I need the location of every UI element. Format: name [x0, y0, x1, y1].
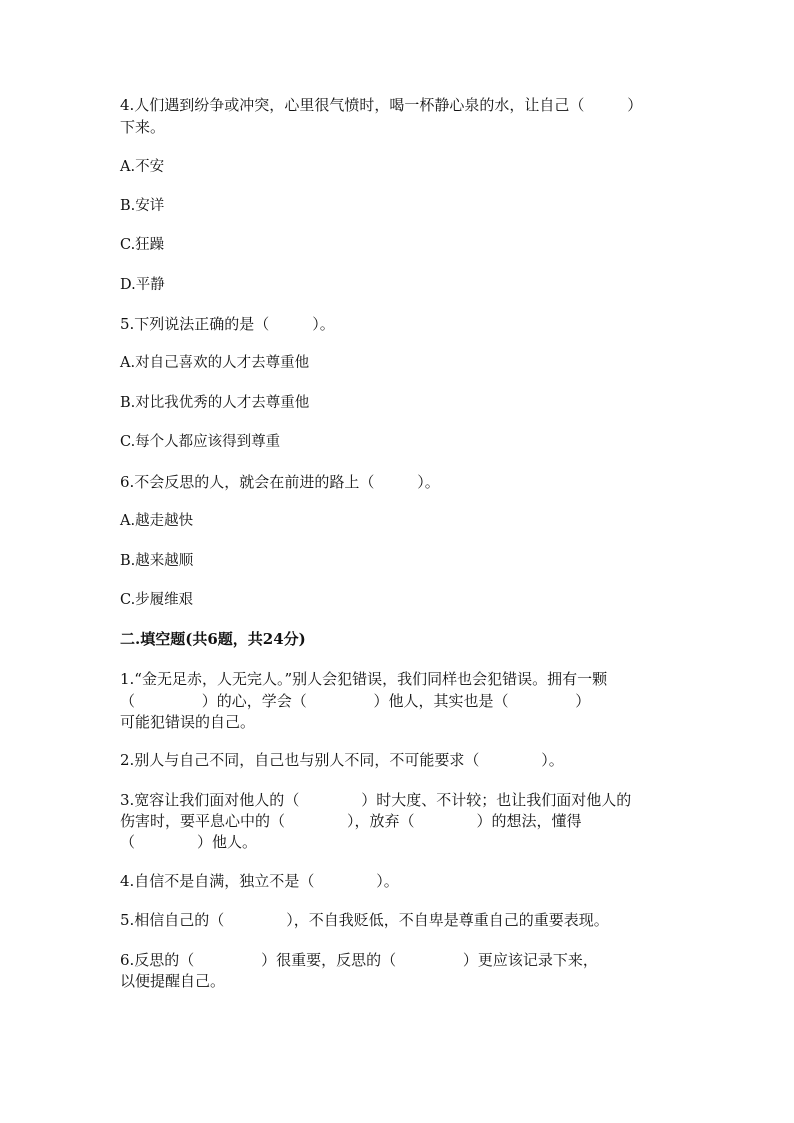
fill-question-1-line-1: 1.“金无足赤，人无完人。”别人会犯错误，我们同样也会犯错误。拥有一颗 — [120, 670, 608, 688]
fill-question-3-line-3: （ ）他人。 — [120, 833, 257, 851]
question-6-option-a: A.越走越快 — [120, 513, 194, 529]
question-6-option-b: B.越来越顺 — [120, 553, 194, 569]
fill-question-5: 5.相信自己的（ ），不自我贬低，不自卑是尊重自己的重要表现。 — [120, 911, 609, 929]
fill-question-6-line-1: 6.反思的（ ）很重要，反思的（ ）更应该记录下来， — [120, 951, 598, 969]
question-4-option-a: A.不安 — [120, 159, 165, 175]
question-5-stem: 5.下列说法正确的是（ ）。 — [120, 315, 335, 333]
fill-question-1-line-3: 可能犯错误的自己。 — [120, 713, 256, 731]
fill-question-4: 4.自信不是自满，独立不是（ ）。 — [120, 872, 399, 890]
question-5-option-b: B.对比我优秀的人才去尊重他 — [120, 395, 310, 411]
question-4-option-b: B.安详 — [120, 198, 165, 214]
fill-in-section-heading: 二.填空题(共6题，共24分) — [120, 630, 306, 648]
question-4-stem-line-2: 下来。 — [120, 118, 166, 136]
fill-question-3-line-2: 伤害时，要平息心中的（ ），放弃（ ）的想法，懂得 — [120, 812, 582, 830]
fill-question-2: 2.别人与自己不同，自己也与别人不同，不可能要求（ ）。 — [120, 751, 564, 769]
fill-question-6-line-2: 以便提醒自己。 — [120, 972, 226, 990]
question-6-option-c: C.步履维艰 — [120, 592, 194, 608]
fill-question-3-line-1: 3.宽容让我们面对他人的（ ）时大度、不计较；也让我们面对他人的 — [120, 791, 632, 809]
question-4-stem-line-1: 4.人们遇到纷争或冲突，心里很气愤时，喝一杯静心泉的水，让自己（ ） — [120, 96, 643, 114]
question-5-option-c: C.每个人都应该得到尊重 — [120, 434, 281, 450]
question-5-option-a: A.对自己喜欢的人才去尊重他 — [120, 355, 310, 371]
question-4-option-d: D.平静 — [120, 277, 165, 293]
question-4-option-c: C.狂躁 — [120, 237, 165, 253]
question-6-stem: 6.不会反思的人，就会在前进的路上（ ）。 — [120, 473, 440, 491]
fill-question-1-line-2: （ ）的心，学会（ ）他人，其实也是（ ） — [120, 692, 591, 710]
